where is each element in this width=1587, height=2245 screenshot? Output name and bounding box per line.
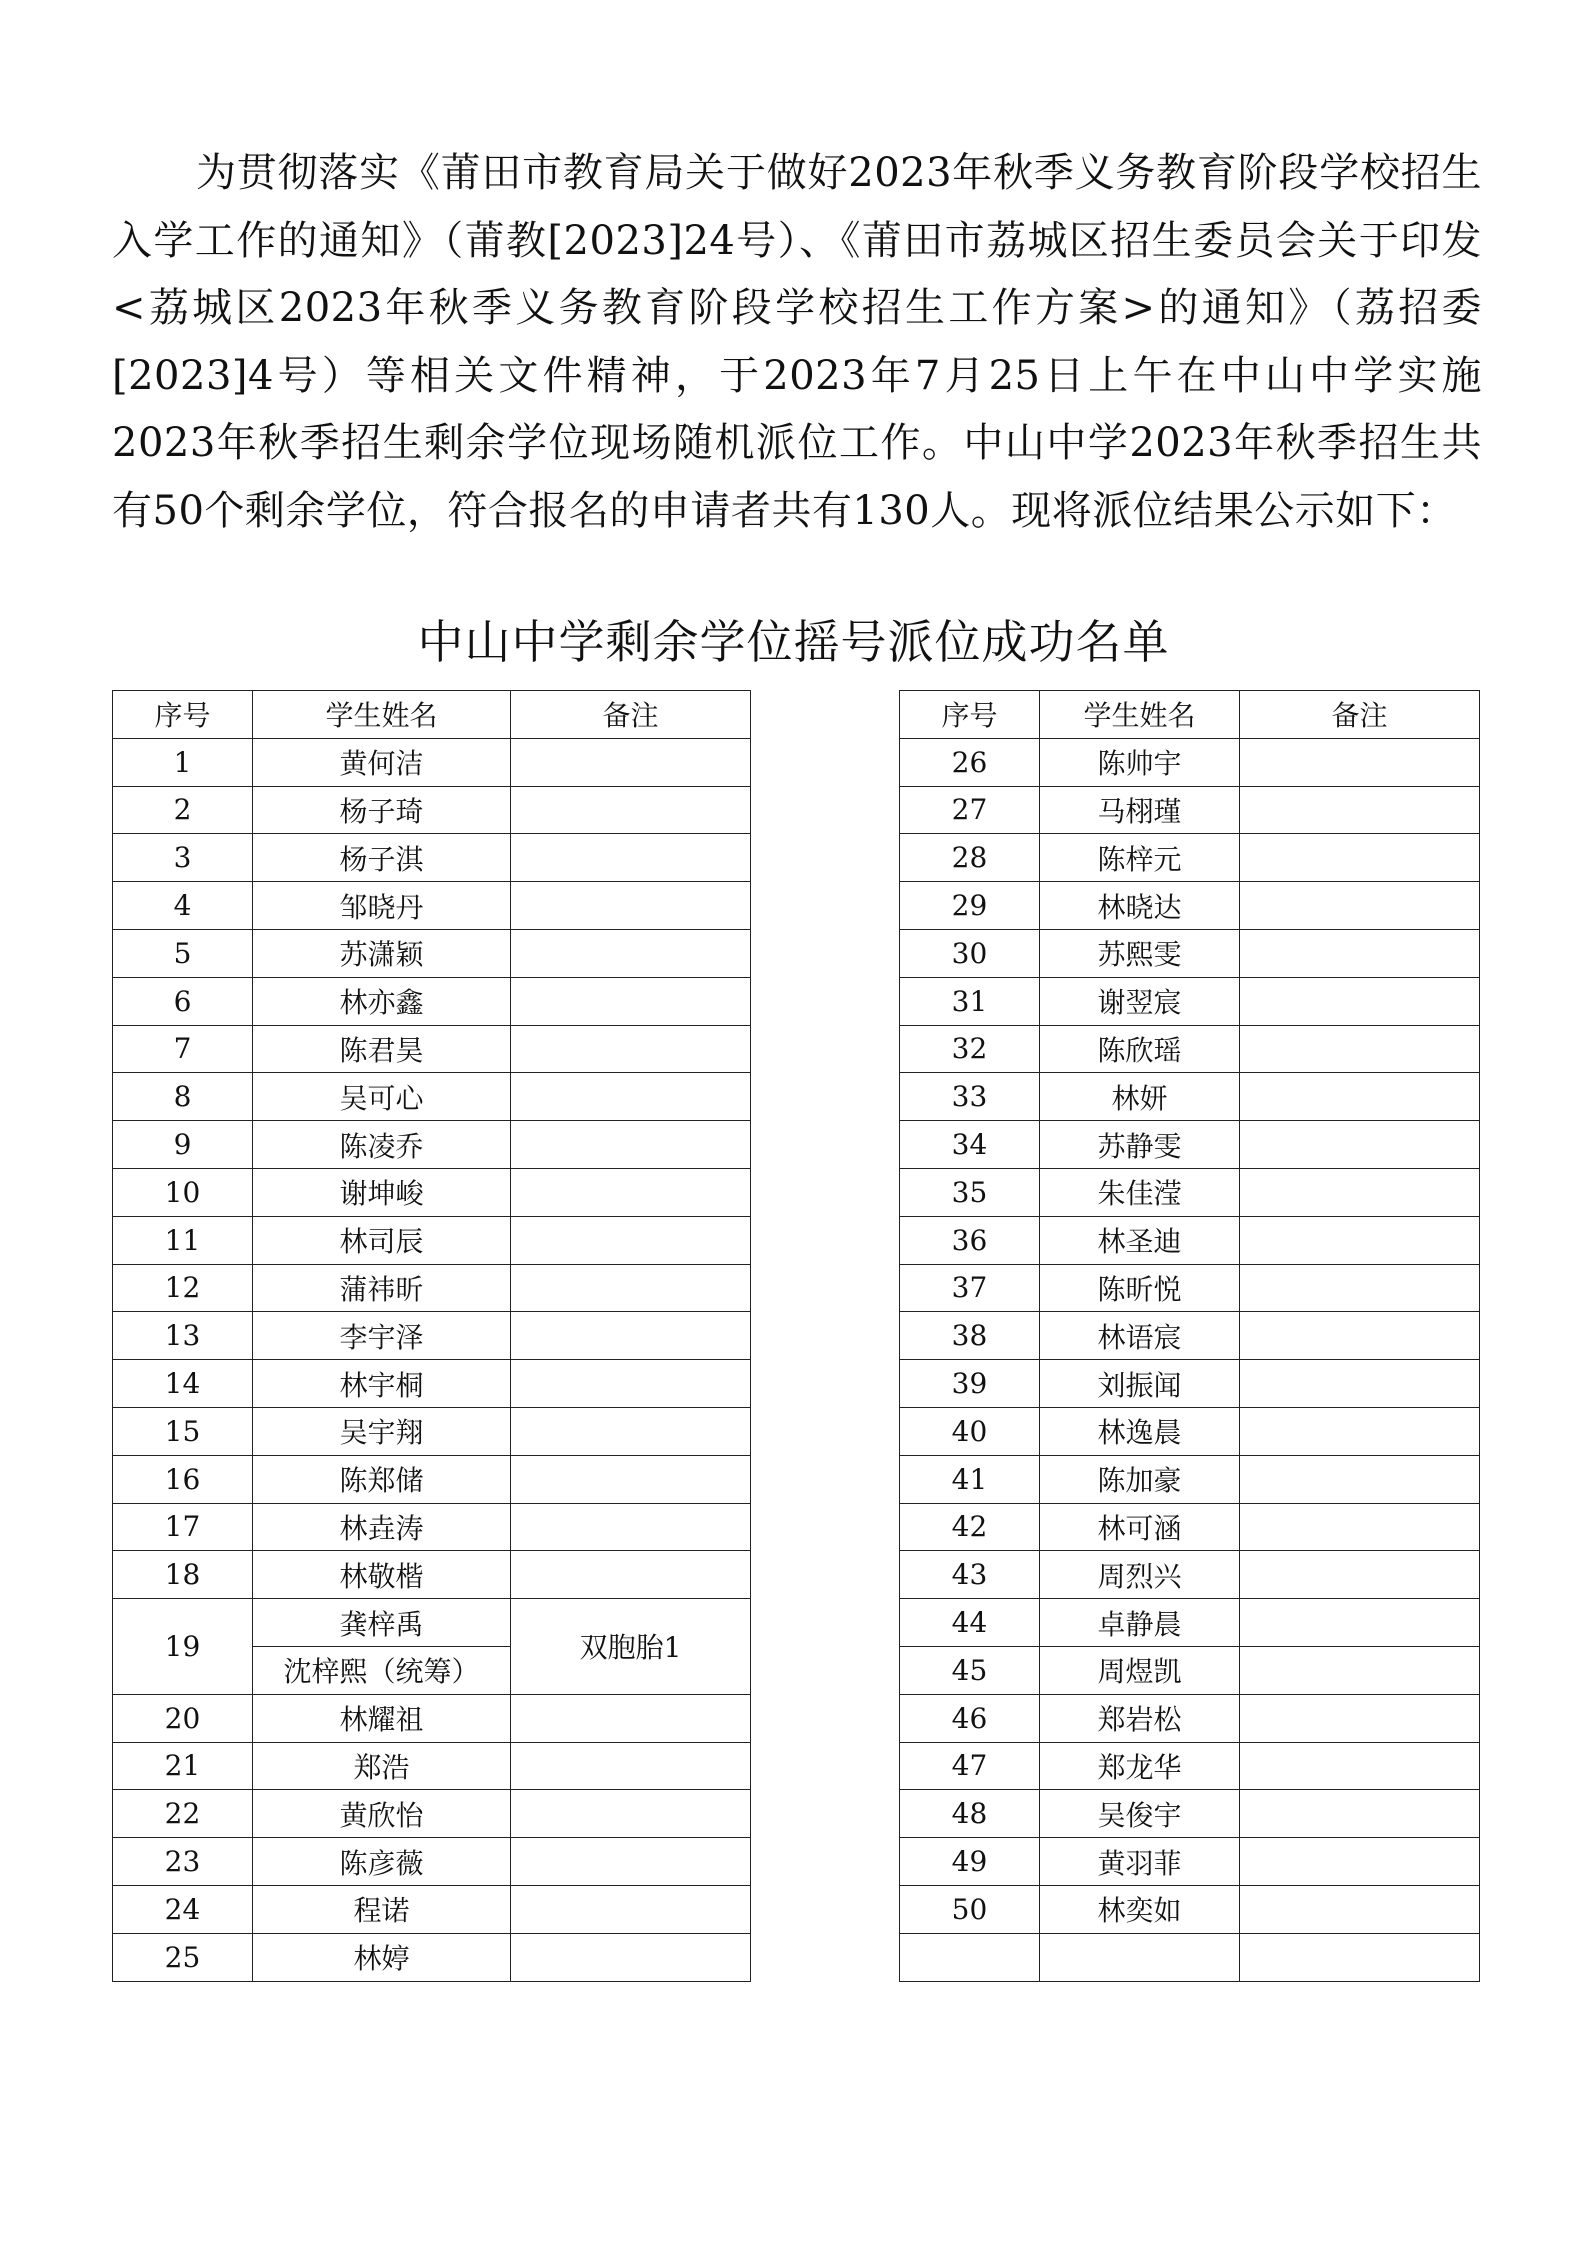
remark-cell <box>511 834 751 882</box>
name-cell: 龚梓禹 <box>253 1599 511 1647</box>
name-cell: 陈彦薇 <box>253 1838 511 1886</box>
remark-cell <box>1240 1025 1480 1073</box>
name-cell: 杨子琦 <box>253 786 511 834</box>
name-cell: 陈凌乔 <box>253 1121 511 1169</box>
name-cell: 陈君昊 <box>253 1025 511 1073</box>
index-cell: 18 <box>113 1551 253 1599</box>
table-row <box>113 1264 751 1312</box>
column-header-name: 学生姓名 <box>253 691 511 739</box>
table-row <box>900 1168 1480 1216</box>
table-row <box>900 1121 1480 1169</box>
remark-cell <box>511 738 751 786</box>
table-row <box>113 1121 751 1169</box>
remark-cell <box>511 1264 751 1312</box>
table-row <box>900 1455 1480 1503</box>
table-row <box>113 1312 751 1360</box>
index-cell: 46 <box>900 1694 1040 1742</box>
index-cell: 27 <box>900 786 1040 834</box>
index-cell: 9 <box>113 1121 253 1169</box>
index-cell: 37 <box>900 1264 1040 1312</box>
name-cell: 吴俊宇 <box>1040 1790 1240 1838</box>
roster-body-right <box>900 738 1480 1981</box>
table-row <box>900 977 1480 1025</box>
table-row <box>113 786 751 834</box>
name-cell: 谢翌宸 <box>1040 977 1240 1025</box>
index-cell <box>900 1933 1040 1981</box>
table-row <box>900 786 1480 834</box>
table-row <box>900 1503 1480 1551</box>
table-row <box>900 1885 1480 1933</box>
index-cell: 42 <box>900 1503 1040 1551</box>
index-cell: 21 <box>113 1742 253 1790</box>
remark-cell <box>1240 1646 1480 1694</box>
table-row <box>113 1838 751 1886</box>
table-row <box>113 929 751 977</box>
name-cell: 林宇桐 <box>253 1360 511 1408</box>
index-cell: 40 <box>900 1407 1040 1455</box>
remark-cell <box>1240 1407 1480 1455</box>
name-cell: 林司辰 <box>253 1216 511 1264</box>
name-cell: 陈郑储 <box>253 1455 511 1503</box>
index-cell: 36 <box>900 1216 1040 1264</box>
name-cell: 苏潇颖 <box>253 929 511 977</box>
remark-cell <box>1240 1694 1480 1742</box>
table-header-row <box>113 691 751 739</box>
name-cell: 林亦鑫 <box>253 977 511 1025</box>
table-row <box>900 1646 1480 1694</box>
index-cell: 26 <box>900 738 1040 786</box>
remark-cell <box>511 1838 751 1886</box>
intro-paragraph: 为贯彻落实《莆田市教育局关于做好2023年秋季义务教育阶段学校招生入学工作的通知》（莆教[2023]24号）、《莆田市荔城区招生委员会关于印发<荔城区2023年秋季义务教育阶段学校招生工作方案>的通知》（荔招委[2023]4号）等相关文件精神，于2023年7月25日上午在中山中学实施2023年秋季招生剩余学位现场随机派位工作。中山中学2023年秋季招生共有50个剩余学位，符合报名的申请者共有130人。现将派位结果公示如下： <box>112 150 1482 534</box>
remark-cell <box>511 1790 751 1838</box>
table-row <box>900 1599 1480 1647</box>
table-row <box>113 1933 751 1981</box>
remark-cell <box>511 1216 751 1264</box>
index-cell: 6 <box>113 977 253 1025</box>
remark-cell <box>511 1073 751 1121</box>
index-cell: 16 <box>113 1455 253 1503</box>
table-row <box>113 1694 751 1742</box>
remark-cell <box>511 1885 751 1933</box>
remark-cell <box>511 786 751 834</box>
index-cell: 49 <box>900 1838 1040 1886</box>
name-cell: 郑龙华 <box>1040 1742 1240 1790</box>
index-cell: 3 <box>113 834 253 882</box>
remark-cell <box>1240 1264 1480 1312</box>
name-cell: 郑浩 <box>253 1742 511 1790</box>
remark-cell <box>511 1168 751 1216</box>
table-row <box>900 1073 1480 1121</box>
table-row <box>900 1025 1480 1073</box>
remark-cell <box>1240 977 1480 1025</box>
index-cell: 17 <box>113 1503 253 1551</box>
table-row <box>900 1360 1480 1408</box>
column-header-name: 学生姓名 <box>1040 691 1240 739</box>
name-cell: 杨子淇 <box>253 834 511 882</box>
name-cell: 林婷 <box>253 1933 511 1981</box>
table-row <box>900 1551 1480 1599</box>
index-cell: 5 <box>113 929 253 977</box>
table-row <box>113 1407 751 1455</box>
table-row <box>113 738 751 786</box>
remark-cell <box>1240 882 1480 930</box>
index-cell: 25 <box>113 1933 253 1981</box>
index-cell: 47 <box>900 1742 1040 1790</box>
remark-cell <box>511 882 751 930</box>
name-cell: 林妍 <box>1040 1073 1240 1121</box>
index-cell: 13 <box>113 1312 253 1360</box>
name-cell: 林晓达 <box>1040 882 1240 930</box>
roster-title: 中山中学剩余学位摇号派位成功名单 <box>417 615 1170 669</box>
index-cell: 4 <box>113 882 253 930</box>
index-cell: 24 <box>113 1885 253 1933</box>
table-row <box>900 929 1480 977</box>
name-cell: 林垚涛 <box>253 1503 511 1551</box>
index-cell: 23 <box>113 1838 253 1886</box>
table-row <box>113 1073 751 1121</box>
column-header-remark: 备注 <box>1240 691 1480 739</box>
remark-cell <box>1240 1168 1480 1216</box>
table-row <box>900 882 1480 930</box>
column-header-index: 序号 <box>113 691 253 739</box>
remark-cell <box>511 977 751 1025</box>
remark-cell <box>1240 1742 1480 1790</box>
name-cell: 沈梓熙（统筹） <box>253 1646 511 1694</box>
name-cell: 刘振闻 <box>1040 1360 1240 1408</box>
table-row <box>900 1838 1480 1886</box>
remark-cell <box>511 1407 751 1455</box>
index-cell: 22 <box>113 1790 253 1838</box>
remark-cell <box>511 1121 751 1169</box>
roster-table-right <box>899 690 1480 1982</box>
remark-cell <box>511 1360 751 1408</box>
index-cell: 14 <box>113 1360 253 1408</box>
remark-cell <box>511 1933 751 1981</box>
index-cell: 35 <box>900 1168 1040 1216</box>
table-row <box>113 977 751 1025</box>
table-row <box>900 738 1480 786</box>
name-cell: 程诺 <box>253 1885 511 1933</box>
name-cell: 黄羽菲 <box>1040 1838 1240 1886</box>
table-row <box>113 1216 751 1264</box>
name-cell: 邹晓丹 <box>253 882 511 930</box>
remark-cell <box>1240 738 1480 786</box>
index-cell: 43 <box>900 1551 1040 1599</box>
index-cell: 15 <box>113 1407 253 1455</box>
index-cell: 29 <box>900 882 1040 930</box>
table-row <box>113 1025 751 1073</box>
name-cell: 郑岩松 <box>1040 1694 1240 1742</box>
index-cell: 38 <box>900 1312 1040 1360</box>
table-row <box>113 1551 751 1599</box>
index-cell: 39 <box>900 1360 1040 1408</box>
name-cell <box>1040 1933 1240 1981</box>
name-cell: 吴宇翔 <box>253 1407 511 1455</box>
index-cell: 44 <box>900 1599 1040 1647</box>
name-cell: 周煜凯 <box>1040 1646 1240 1694</box>
table-row <box>900 1933 1480 1981</box>
remark-cell: 双胞胎1 <box>511 1599 751 1695</box>
table-row <box>900 1790 1480 1838</box>
index-cell: 34 <box>900 1121 1040 1169</box>
remark-cell <box>1240 1599 1480 1647</box>
table-row <box>113 1168 751 1216</box>
remark-cell <box>511 1455 751 1503</box>
name-cell: 苏熙雯 <box>1040 929 1240 977</box>
index-cell: 20 <box>113 1694 253 1742</box>
name-cell: 卓静晨 <box>1040 1599 1240 1647</box>
table-header-row <box>900 691 1480 739</box>
name-cell: 苏静雯 <box>1040 1121 1240 1169</box>
name-cell: 陈梓元 <box>1040 834 1240 882</box>
remark-cell <box>1240 834 1480 882</box>
name-cell: 吴可心 <box>253 1073 511 1121</box>
name-cell: 林逸晨 <box>1040 1407 1240 1455</box>
index-cell: 1 <box>113 738 253 786</box>
name-cell: 马栩瑾 <box>1040 786 1240 834</box>
remark-cell <box>1240 1216 1480 1264</box>
table-row <box>113 1742 751 1790</box>
index-cell: 30 <box>900 929 1040 977</box>
name-cell: 蒲祎昕 <box>253 1264 511 1312</box>
remark-cell <box>1240 1455 1480 1503</box>
remark-cell <box>1240 1885 1480 1933</box>
index-cell: 45 <box>900 1646 1040 1694</box>
index-cell: 8 <box>113 1073 253 1121</box>
remark-cell <box>511 929 751 977</box>
column-header-remark: 备注 <box>511 691 751 739</box>
remark-cell <box>1240 1933 1480 1981</box>
table-row <box>900 1742 1480 1790</box>
remark-cell <box>1240 929 1480 977</box>
table-row <box>113 834 751 882</box>
remark-cell <box>511 1503 751 1551</box>
roster-table-left <box>112 690 751 1982</box>
remark-cell <box>1240 1121 1480 1169</box>
remark-cell <box>511 1312 751 1360</box>
index-cell: 50 <box>900 1885 1040 1933</box>
remark-cell <box>1240 1360 1480 1408</box>
name-cell: 谢坤峻 <box>253 1168 511 1216</box>
table-row <box>900 834 1480 882</box>
table-row <box>113 1503 751 1551</box>
index-cell: 28 <box>900 834 1040 882</box>
index-cell: 32 <box>900 1025 1040 1073</box>
index-cell: 12 <box>113 1264 253 1312</box>
name-cell: 陈欣瑶 <box>1040 1025 1240 1073</box>
roster-body-left <box>113 738 751 1981</box>
index-cell: 19 <box>113 1599 253 1695</box>
index-cell: 2 <box>113 786 253 834</box>
name-cell: 林圣迪 <box>1040 1216 1240 1264</box>
table-row <box>900 1312 1480 1360</box>
remark-cell <box>511 1551 751 1599</box>
table-row <box>900 1694 1480 1742</box>
table-row <box>900 1216 1480 1264</box>
index-cell: 41 <box>900 1455 1040 1503</box>
name-cell: 林耀祖 <box>253 1694 511 1742</box>
table-row <box>113 1455 751 1503</box>
remark-cell <box>511 1025 751 1073</box>
name-cell: 林奕如 <box>1040 1885 1240 1933</box>
table-row <box>900 1264 1480 1312</box>
remark-cell <box>1240 1073 1480 1121</box>
index-cell: 7 <box>113 1025 253 1073</box>
column-header-index: 序号 <box>900 691 1040 739</box>
table-row <box>113 1599 751 1647</box>
name-cell: 黄何洁 <box>253 738 511 786</box>
index-cell: 31 <box>900 977 1040 1025</box>
remark-cell <box>1240 786 1480 834</box>
name-cell: 林语宸 <box>1040 1312 1240 1360</box>
index-cell: 10 <box>113 1168 253 1216</box>
remark-cell <box>511 1694 751 1742</box>
remark-cell <box>1240 1312 1480 1360</box>
table-row <box>113 1360 751 1408</box>
name-cell: 林可涵 <box>1040 1503 1240 1551</box>
name-cell: 朱佳滢 <box>1040 1168 1240 1216</box>
table-row <box>113 882 751 930</box>
name-cell: 周烈兴 <box>1040 1551 1240 1599</box>
remark-cell <box>1240 1790 1480 1838</box>
name-cell: 黄欣怡 <box>253 1790 511 1838</box>
index-cell: 48 <box>900 1790 1040 1838</box>
name-cell: 李宇泽 <box>253 1312 511 1360</box>
table-row <box>113 1885 751 1933</box>
name-cell: 林敬楷 <box>253 1551 511 1599</box>
name-cell: 陈昕悦 <box>1040 1264 1240 1312</box>
table-row <box>113 1790 751 1838</box>
remark-cell <box>1240 1838 1480 1886</box>
name-cell: 陈帅宇 <box>1040 738 1240 786</box>
remark-cell <box>1240 1503 1480 1551</box>
index-cell: 11 <box>113 1216 253 1264</box>
remark-cell <box>511 1742 751 1790</box>
name-cell: 陈加豪 <box>1040 1455 1240 1503</box>
table-row <box>900 1407 1480 1455</box>
remark-cell <box>1240 1551 1480 1599</box>
index-cell: 33 <box>900 1073 1040 1121</box>
